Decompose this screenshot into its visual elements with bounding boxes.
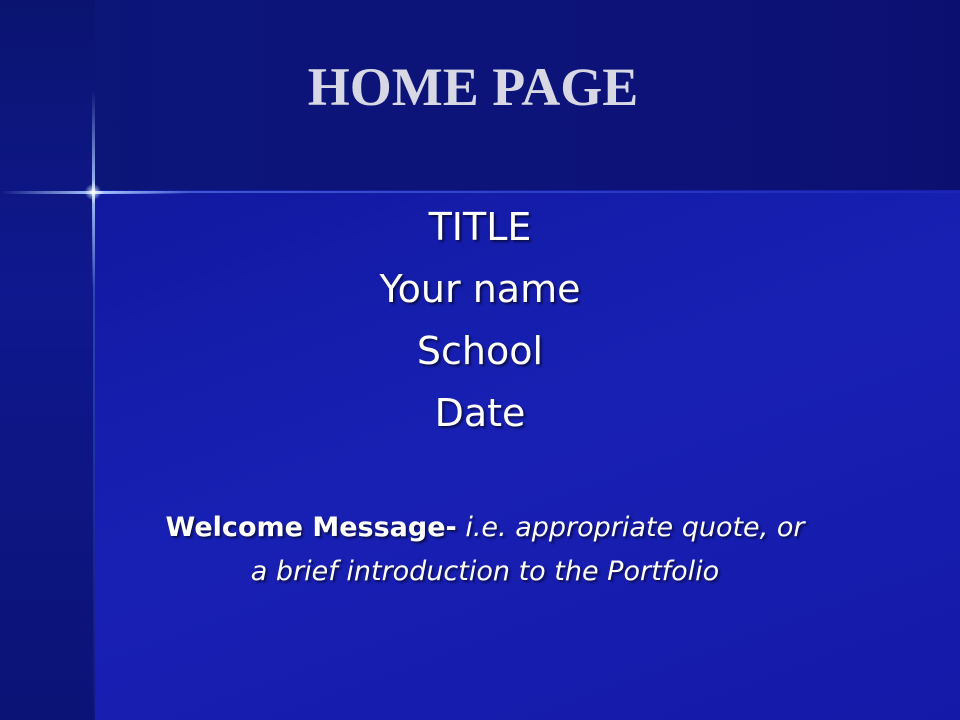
welcome-message (60, 506, 910, 594)
slide-body (0, 196, 960, 444)
welcome-lead: Welcome Message- (165, 512, 457, 543)
body-line-title: TITLE (428, 205, 532, 249)
header-divider (95, 191, 960, 193)
welcome-line-1 (60, 506, 910, 550)
welcome-line1-rest: i.e. appropriate quote, or (465, 512, 805, 543)
body-line-date: Date (434, 391, 526, 435)
welcome-line-2: a brief introduction to the Portfolio (250, 556, 720, 587)
body-line-school: School (416, 329, 544, 373)
body-line-name: Your name (379, 267, 581, 311)
page-title: HOME PAGE (307, 57, 639, 117)
